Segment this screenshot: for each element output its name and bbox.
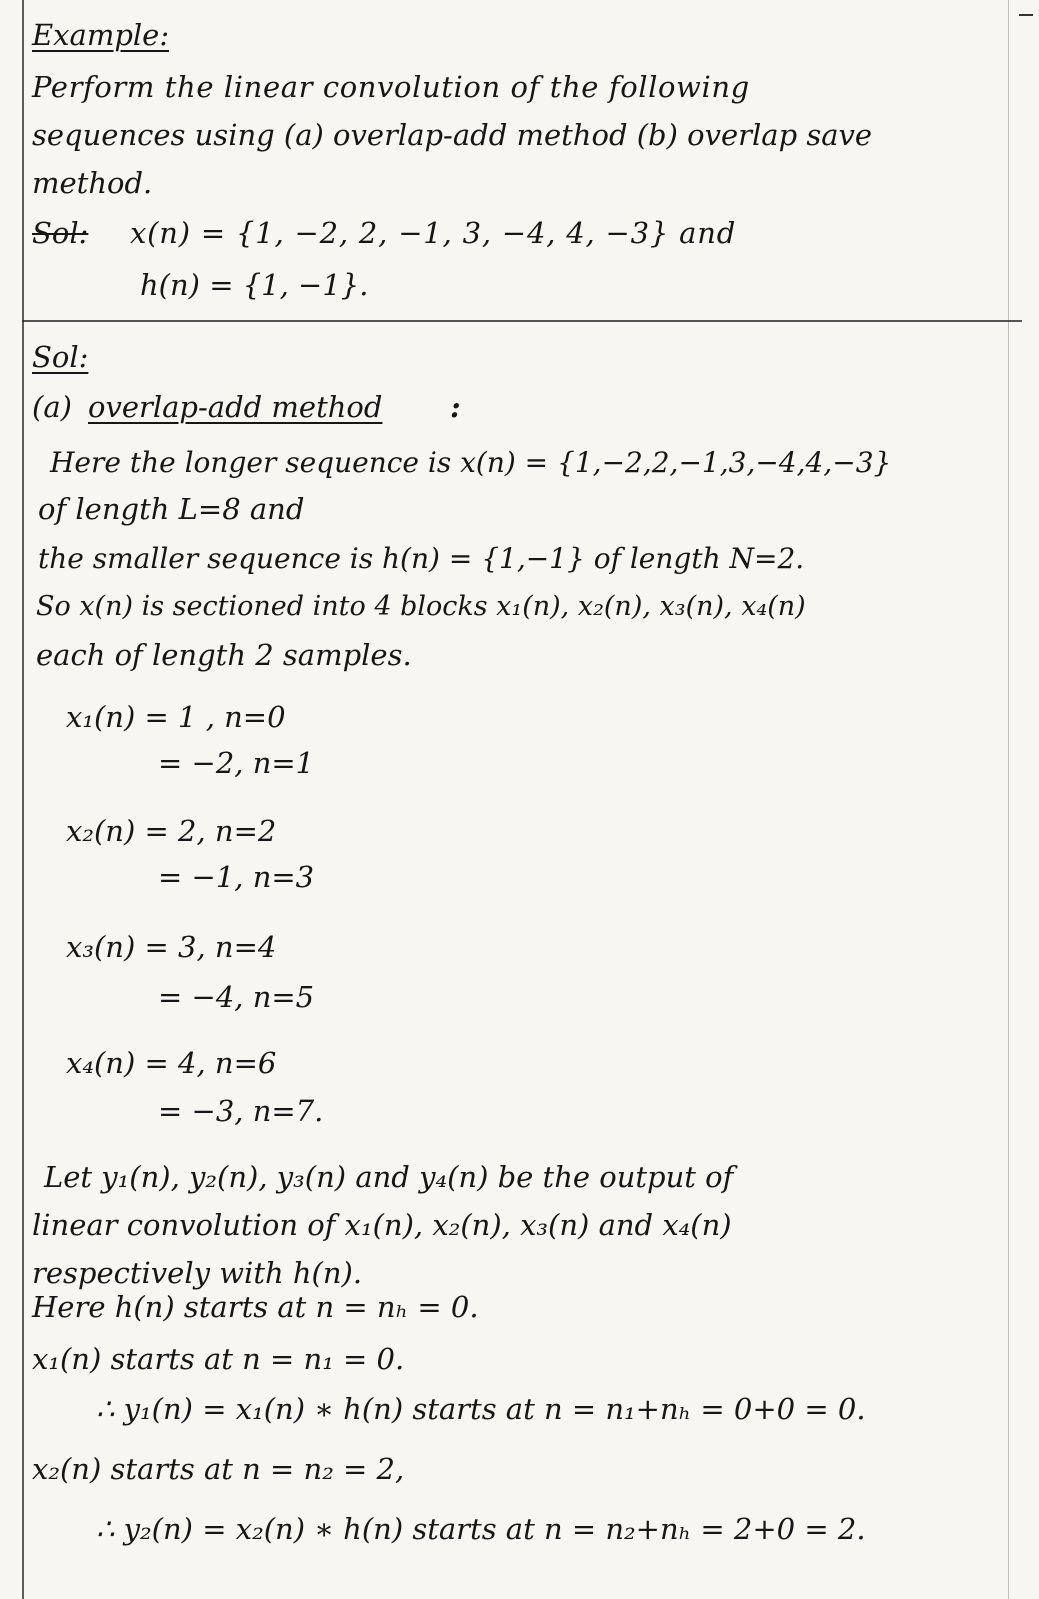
block-2-line-2: = −1, n=3 — [158, 860, 315, 894]
block-2-line-1: x₂(n) = 2, n=2 — [66, 814, 277, 848]
given-label: Sol: — [32, 216, 89, 250]
output-line-7: x₂(n) starts at n = n₂ = 2, — [32, 1452, 405, 1486]
block-3-line-2: = −4, n=5 — [158, 980, 315, 1014]
intro-line-2: of length L=8 and — [38, 492, 305, 526]
output-line-2: linear convolution of x₁(n), x₂(n), x₃(n) and x₄(n) — [32, 1208, 732, 1242]
block-4-line-2: = −3, n=7. — [158, 1094, 324, 1128]
output-line-8: ∴ y₂(n) = x₂(n) ∗ h(n) starts at n = n₂+nₕ = 2+0 = 2. — [96, 1512, 866, 1546]
top-tick-mark — [1019, 14, 1033, 16]
part-a-prefix: (a) — [32, 390, 72, 424]
intro-line-4: So x(n) is sectioned into 4 blocks x₁(n), x₂(n), x₃(n), x₄(n) — [36, 591, 806, 622]
problem-line-1: Perform the linear convolution of the following — [32, 70, 750, 104]
output-line-1: Let y₁(n), y₂(n), y₃(n) and y₄(n) be the output of — [44, 1160, 734, 1194]
intro-line-5: each of length 2 samples. — [36, 638, 412, 672]
right-rule — [1008, 0, 1009, 1599]
output-line-4: Here h(n) starts at n = nₕ = 0. — [32, 1290, 479, 1324]
given-x: x(n) = {1, −2, 2, −1, 3, −4, 4, −3} and — [130, 216, 737, 250]
problem-line-3: method. — [32, 166, 153, 200]
output-line-3: respectively with h(n). — [32, 1256, 363, 1290]
part-a-colon: : — [450, 390, 461, 424]
margin-line — [22, 0, 24, 1599]
block-4-line-1: x₄(n) = 4, n=6 — [66, 1046, 277, 1080]
intro-line-1: Here the longer sequence is x(n) = {1,−2,2,−1,3,−4,4,−3} — [50, 446, 892, 479]
section-divider — [22, 320, 1022, 322]
example-heading: Example: — [32, 18, 170, 52]
solution-label: Sol: — [32, 340, 89, 374]
block-1-line-1: x₁(n) = 1 , n=0 — [66, 700, 286, 734]
given-h: h(n) = {1, −1}. — [140, 268, 369, 302]
intro-line-3: the smaller sequence is h(n) = {1,−1} of length N=2. — [38, 542, 805, 575]
block-1-line-2: = −2, n=1 — [158, 746, 315, 780]
problem-line-2: sequences using (a) overlap-add method (b) overlap save — [32, 118, 873, 152]
output-line-5: x₁(n) starts at n = n₁ = 0. — [32, 1342, 405, 1376]
part-a-title: overlap-add method — [88, 390, 383, 424]
block-3-line-1: x₃(n) = 3, n=4 — [66, 930, 277, 964]
output-line-6: ∴ y₁(n) = x₁(n) ∗ h(n) starts at n = n₁+nₕ = 0+0 = 0. — [96, 1392, 866, 1426]
